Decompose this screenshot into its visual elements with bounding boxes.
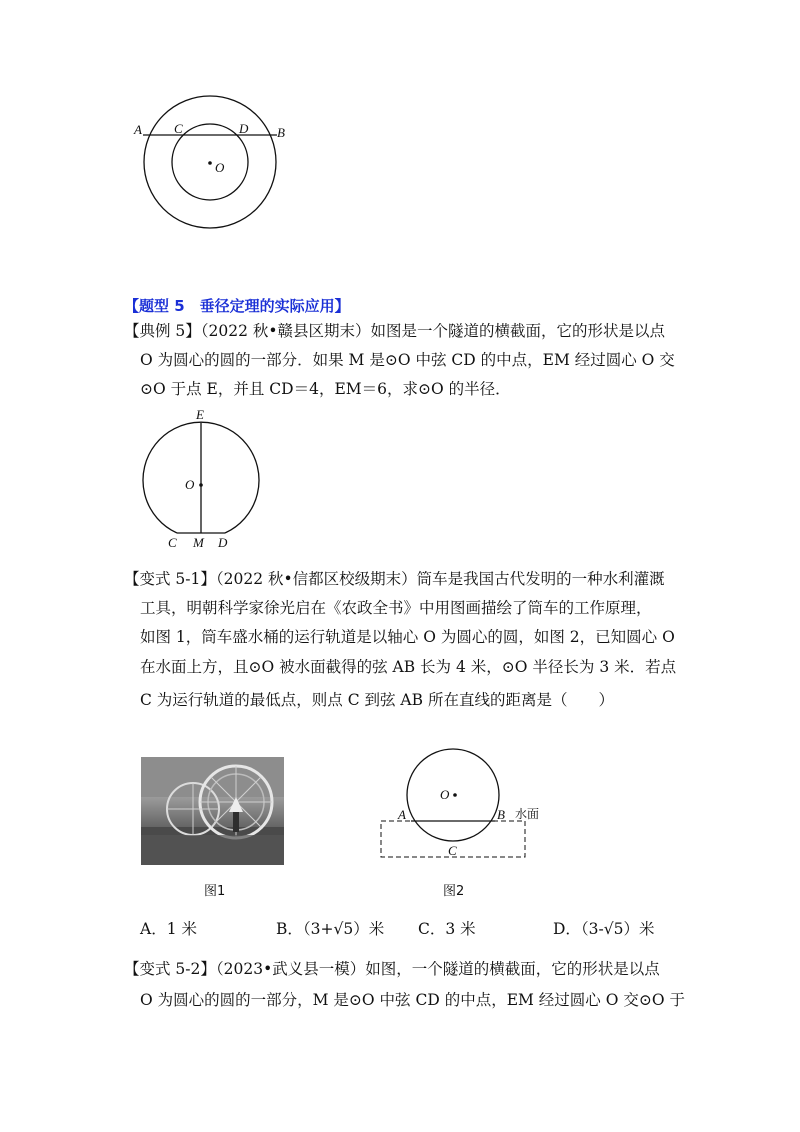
center-point (199, 483, 203, 487)
tunnel-figure (135, 405, 265, 550)
variant51-line1: 【变式 5-1】（2022 秋•信都区校级期末）筒车是我国古代发明的一种水利灌溉 (124, 570, 665, 588)
variant51-line3: 如图 1，筒车盛水桶的运行轨道是以轴心 O 为圆心的圆，如图 2，已知圆心 O (140, 628, 675, 646)
label-o: O (215, 160, 225, 175)
example5-line3: ⊙O 于点 E，并且 CD＝4，EM＝6，求⊙O 的半径． (140, 380, 511, 398)
section-heading: 【题型 5 垂径定理的实际应用】 (124, 297, 350, 315)
water-wheel-drawing (141, 757, 284, 865)
variant51-line5: C 为运行轨道的最低点，则点 C 到弦 AB 所在直线的距离是（ ） (140, 691, 614, 709)
variant51-line4: 在水面上方，且⊙O 被水面截得的弦 AB 长为 4 米，⊙O 半径长为 3 米．若点 (140, 658, 677, 676)
concentric-circles-figure (130, 90, 300, 240)
center-point (208, 161, 212, 165)
label-a: A (398, 807, 406, 822)
figure2-diagram (370, 745, 550, 865)
label-b: B (277, 125, 285, 140)
option-a: A．1 米 (140, 920, 197, 938)
label-e: E (196, 407, 204, 422)
variant52-line1: 【变式 5-2】（2023•武义县一模）如图，一个隧道的横截面，它的形状是以点 (124, 960, 660, 978)
label-m: M (193, 535, 204, 550)
label-c: C (448, 843, 457, 858)
label-c: C (174, 121, 183, 136)
label-a: A (134, 122, 142, 137)
axis-center-point (453, 793, 457, 797)
label-d: D (218, 535, 228, 550)
option-d: D．（3-√5）米 (553, 920, 655, 938)
label-b: B (497, 807, 505, 822)
figure1-caption: 图1 (204, 884, 226, 899)
label-water-surface: 水面 (515, 807, 540, 821)
label-o: O (440, 787, 450, 802)
label-o: O (185, 477, 195, 492)
option-c: C．3 米 (418, 920, 476, 938)
example5-line1: 【典例 5】（2022 秋•赣县区期末）如图是一个隧道的横截面，它的形状是以点 (124, 322, 666, 340)
figure2-caption: 图2 (443, 884, 465, 899)
water-wheel-photo (141, 757, 284, 865)
variant51-line2: 工具，明朝科学家徐光启在《农政全书》中用图画描绘了筒车的工作原理， (140, 599, 652, 617)
label-d: D (239, 121, 249, 136)
track-circle (407, 749, 499, 841)
variant52-line2: O 为圆心的圆的一部分，M 是⊙O 中弦 CD 的中点，EM 经过圆心 O 交⊙O 于 (140, 991, 685, 1009)
label-c: C (168, 535, 177, 550)
option-b: B．（3+√5）米 (276, 920, 385, 938)
example5-line2: O 为圆心的圆的一部分．如果 M 是⊙O 中弦 CD 的中点，EM 经过圆心 O 交 (140, 351, 675, 369)
